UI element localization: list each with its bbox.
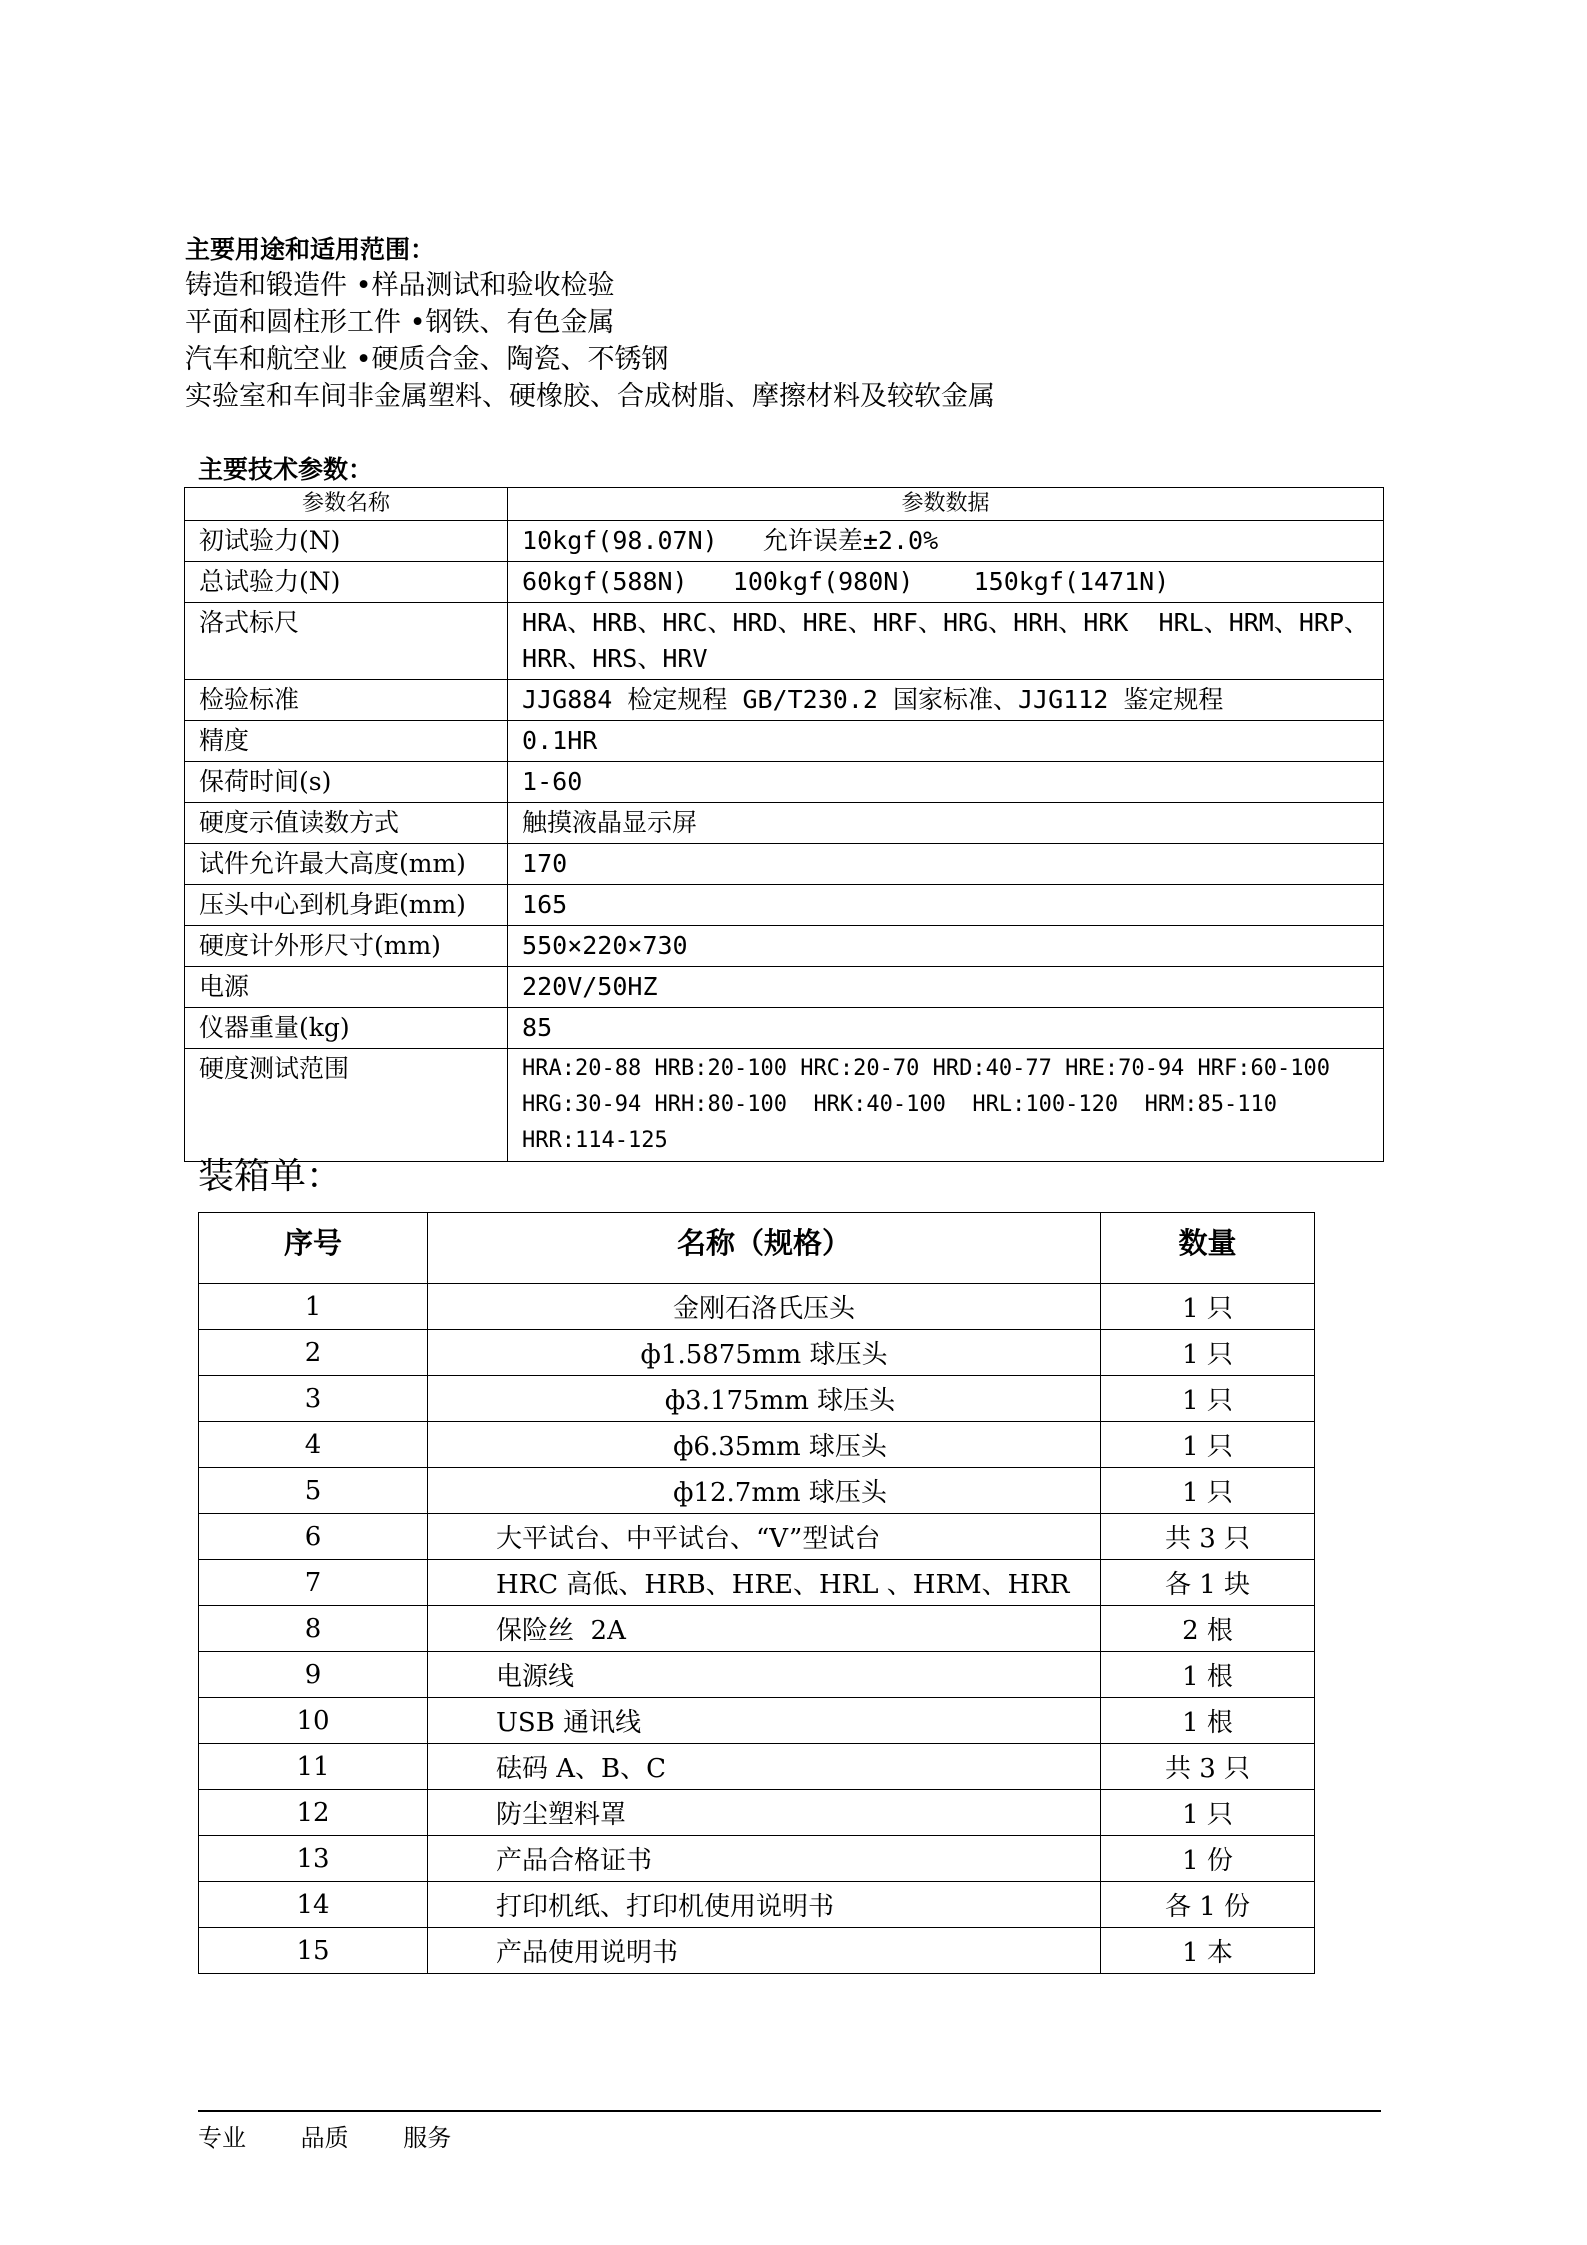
params-row [185,562,1384,603]
row-name: 产品使用说明书 [428,1928,1101,1974]
row-name: 保险丝 2A [428,1606,1101,1652]
params-row [185,926,1384,967]
row-qty: 1 只 [1101,1422,1315,1468]
param-name: 电源 [185,967,508,1008]
param-name: 初试验力(N) [185,521,508,562]
params-row [185,844,1384,885]
table-row [199,1928,1315,1974]
row-qty: 1 本 [1101,1928,1315,1974]
row-name: USB 通讯线 [428,1698,1101,1744]
row-no: 7 [199,1560,428,1606]
param-name: 仪器重量(kg) [185,1008,508,1049]
param-value: 85 [508,1008,1384,1049]
param-value: 550×220×730 [508,926,1384,967]
params-row [185,762,1384,803]
param-value: 1-60 [508,762,1384,803]
table-row [199,1560,1315,1606]
footer-item: 品质 [300,2124,349,2152]
row-no: 14 [199,1882,428,1928]
table-row [199,1744,1315,1790]
packing-title: 装箱单： [198,1156,343,1197]
param-value-line: HRR、HRS、HRV [522,644,708,673]
row-qty: 共 3 只 [1101,1514,1315,1560]
param-name: 硬度计外形尺寸(mm) [185,926,508,967]
packing-header-row [199,1213,1315,1284]
param-value [508,1049,1384,1162]
row-name: 金刚石洛氏压头 [428,1284,1101,1330]
param-value: 触摸液晶显示屏 [508,803,1384,844]
row-no: 2 [199,1330,428,1376]
row-qty: 1 只 [1101,1790,1315,1836]
param-name: 硬度测试范围 [185,1049,508,1162]
row-no: 5 [199,1468,428,1514]
row-no: 9 [199,1652,428,1698]
row-qty: 1 根 [1101,1698,1315,1744]
table-row [199,1836,1315,1882]
row-qty: 1 只 [1101,1284,1315,1330]
table-row [199,1514,1315,1560]
params-row [185,1008,1384,1049]
param-value: JJG884 检定规程 GB/T230.2 国家标准、JJG112 鉴定规程 [508,680,1384,721]
row-no: 3 [199,1376,428,1422]
uses-line: 铸造和锻造件 •样品测试和验收检验 [185,270,615,301]
footer-item: 服务 [403,2124,452,2152]
params-header-row [185,488,1384,521]
params-row [185,680,1384,721]
uses-line: 平面和圆柱形工件 •钢铁、有色金属 [185,307,615,338]
table-row [199,1330,1315,1376]
params-header-value: 参数数据 [508,488,1384,521]
param-value-line: HRA、HRB、HRC、HRD、HRE、HRF、HRG、HRH、HRK HRL、HRM、HRP、 [522,608,1369,637]
param-value: 165 [508,885,1384,926]
params-row [185,603,1384,680]
table-row [199,1790,1315,1836]
param-value-line: HRR:114-125 [522,1128,668,1153]
param-name: 洛式标尺 [185,603,508,680]
footer-divider [198,2110,1381,2112]
row-name: 打印机纸、打印机使用说明书 [428,1882,1101,1928]
packing-table [198,1212,1315,1974]
table-row [199,1422,1315,1468]
params-row [185,1049,1384,1162]
row-no: 12 [199,1790,428,1836]
param-name: 总试验力(N) [185,562,508,603]
row-name: 大平试台、中平试台、“V”型试台 [428,1514,1101,1560]
row-qty: 1 只 [1101,1376,1315,1422]
table-row [199,1468,1315,1514]
footer-item: 专业 [198,2124,246,2152]
params-row [185,803,1384,844]
packing-header-qty: 数量 [1101,1213,1315,1284]
params-row [185,521,1384,562]
param-name: 保荷时间(s) [185,762,508,803]
row-no: 8 [199,1606,428,1652]
uses-line: 汽车和航空业 •硬质合金、陶瓷、不锈钢 [185,344,669,375]
row-qty: 1 只 [1101,1468,1315,1514]
param-value: 170 [508,844,1384,885]
table-row [199,1606,1315,1652]
param-value [508,603,1384,680]
row-qty: 各 1 份 [1101,1882,1315,1928]
params-header-name: 参数名称 [185,488,508,521]
param-value: 60kgf(588N) 100kgf(980N) 150kgf(1471N) [508,562,1384,603]
params-row [185,967,1384,1008]
uses-line: 实验室和车间非金属塑料、硬橡胶、合成树脂、摩擦材料及较软金属 [185,381,995,412]
packing-header-no: 序号 [199,1213,428,1284]
row-name: HRC 高低、HRB、HRE、HRL 、HRM、HRR [428,1560,1101,1606]
param-value: 0.1HR [508,721,1384,762]
footer [198,2118,498,2153]
params-row [185,885,1384,926]
row-name: ф3.175mm 球压头 [428,1376,1101,1422]
row-name: 防尘塑料罩 [428,1790,1101,1836]
params-table [184,487,1384,1162]
param-value-line: HRA:20-88 HRB:20-100 HRC:20-70 HRD:40-77 HRE:70-94 HRF:60-100 [522,1056,1330,1081]
table-row [199,1882,1315,1928]
table-row [199,1698,1315,1744]
uses-title: 主要用途和适用范围： [185,235,436,264]
row-no: 13 [199,1836,428,1882]
row-no: 4 [199,1422,428,1468]
row-name: ф12.7mm 球压头 [428,1468,1101,1514]
param-name: 压头中心到机身距(mm) [185,885,508,926]
row-qty: 2 根 [1101,1606,1315,1652]
param-name: 精度 [185,721,508,762]
row-qty: 1 份 [1101,1836,1315,1882]
row-qty: 1 只 [1101,1330,1315,1376]
row-no: 6 [199,1514,428,1560]
row-name: ф6.35mm 球压头 [428,1422,1101,1468]
param-value-line: HRG:30-94 HRH:80-100 HRK:40-100 HRL:100-120 HRM:85-110 [522,1092,1278,1117]
param-name: 试件允许最大高度(mm) [185,844,508,885]
row-name: 产品合格证书 [428,1836,1101,1882]
row-qty: 1 根 [1101,1652,1315,1698]
params-title: 主要技术参数： [198,455,374,484]
packing-header-name: 名称（规格） [428,1213,1101,1284]
row-no: 15 [199,1928,428,1974]
row-qty: 共 3 只 [1101,1744,1315,1790]
param-name: 硬度示值读数方式 [185,803,508,844]
table-row [199,1652,1315,1698]
row-name: 电源线 [428,1652,1101,1698]
row-no: 11 [199,1744,428,1790]
table-row [199,1284,1315,1330]
row-no: 1 [199,1284,428,1330]
param-value: 10kgf(98.07N) 允许误差±2.0% [508,521,1384,562]
table-row [199,1376,1315,1422]
row-name: 砝码 A、B、C [428,1744,1101,1790]
params-row [185,721,1384,762]
row-name: ф1.5875mm 球压头 [428,1330,1101,1376]
row-qty: 各 1 块 [1101,1560,1315,1606]
param-value: 220V/50HZ [508,967,1384,1008]
param-name: 检验标准 [185,680,508,721]
row-no: 10 [199,1698,428,1744]
